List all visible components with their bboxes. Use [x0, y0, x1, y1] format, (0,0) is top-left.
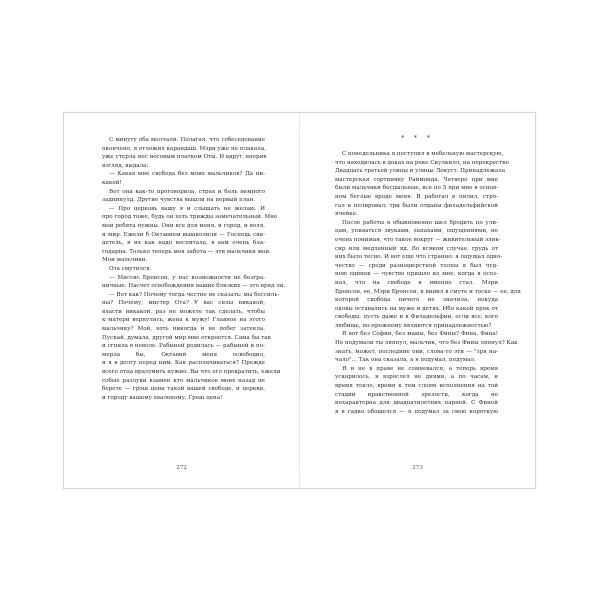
text-line: я в гадко обошелся — я подумал за свою короткую — [335, 408, 498, 415]
text-line: власти никакой, раз не можете так сделать, чтобы — [102, 308, 265, 315]
text-line: цам, упиваться звуками, запахами, ощущениями, не — [335, 228, 498, 235]
text-line: ною одинок — чувство пришло ко мне, когда я осоз- — [335, 271, 498, 278]
text-line: стадии нравственной зрелости, когда не — [335, 391, 498, 398]
text-line: Я и не в праве не сомневался, а теперь время — [342, 365, 498, 372]
text-line: Мои мальчики. — [102, 257, 148, 264]
text-line: были мальчики бесцыльные, все по 5 при мне в основ- — [335, 185, 498, 192]
text-line: что находилась в доках на реке Скулкилл, на перекрестке — [335, 159, 510, 166]
text-line: уже утерла нос носовым платком Оты. И вдруг, вперив — [102, 154, 267, 161]
text-line: С минуту оба молчали. Полагая, что собеседование — [109, 137, 265, 143]
text-line: мастерская сортинику Раймонда, Четверо при мне — [335, 176, 498, 183]
right-page-number: 273 — [412, 465, 423, 471]
text-line: мальчику? Мой, хоть никогда и не побег затекла. — [102, 326, 265, 333]
text-line: свободы, пусть даже и в Филадельфии, если все, кого — [335, 314, 498, 321]
text-line: любишь, по-прежнему являются принадлежностью? — [335, 322, 492, 329]
text-line: Ота смутился. — [109, 265, 152, 272]
text-line: чало"... Так она сказала, а я подумал, подумал. — [335, 357, 476, 364]
text-line: взгляд, выдала: — [102, 162, 149, 169]
text-line: которой свобода ничего не значила, покуда — [335, 297, 498, 304]
text-line: заднинулд. Другие чувства вышли на первый план. — [102, 197, 256, 204]
right-page — [300, 113, 535, 488]
section-break-ornament: * * * — [401, 135, 434, 142]
text-line: детель, я их как надо воспитала, в вам очень бла- — [102, 240, 265, 247]
text-line: — Про церковь вашу я и слышать не желаю. И — [109, 205, 265, 212]
text-line: Вот она как-то проговорила, страх и боль немного — [109, 188, 265, 195]
left-page — [64, 113, 299, 488]
text-line: нехарактерна для двадцатилетних парней. С Финой — [335, 400, 498, 407]
text-line: Не подумали ты ляпнул, мальчик, что без Фины ляпнул? Как — [335, 340, 518, 347]
text-line: Бронсон, ее, Мэри Бронсон, я винил в смуте и тоске — ее, для — [335, 288, 521, 295]
text-line: и мир. Ежели б Октавием вышколили — Господь сви- — [102, 231, 265, 238]
text-line: оковы оставались на муже и детях. Ибо какой прок от — [335, 305, 498, 312]
text-line: какой! — [102, 179, 122, 186]
text-line: берете — грош цена такой вашей свободе, и церкви, — [102, 386, 265, 393]
text-line: С понедельника я поступил в мебельную мастерскую, — [342, 151, 504, 157]
text-line: сир или медленный яд. Во всяком случае, грудь от — [335, 245, 498, 252]
text-line: и я в долгу перед ним. Как расплачиваться? Прежде — [102, 360, 265, 367]
text-line: чество — среди разношерстной толпы я был чуд- — [335, 262, 498, 269]
left-page-number: 272 — [176, 465, 187, 471]
text-line: нал, что на свободе я именно стал. Мэри — [335, 279, 498, 286]
text-line: ускорилось, я взрослел не днями, а по часам, и — [335, 374, 498, 381]
text-line: очень понимая, что такое вокруг — живительный элик- — [335, 236, 501, 243]
text-line: ничные. Насчет освобождения ваших близких — это вряд ли. — [102, 283, 286, 290]
text-line: них было тесно. И вот еще что странно: я ощущал одно- — [335, 254, 503, 261]
text-line: ны? Почему, мистер Ота? У вас силы никакой, — [102, 300, 265, 307]
open-book — [63, 112, 536, 489]
text-line: знать, может, последние они, слова-то эти — "зря на- — [335, 348, 498, 355]
text-line: к матери вернулись, жена к мужу! Главное на этого — [102, 317, 265, 324]
text-line: про город тоже, будь он хоть трижды замечательный. Мне — [102, 214, 278, 221]
text-line: Двадцать третьей улицы и улицы Локуст. Принадлежала — [335, 168, 506, 175]
text-line: собые разлуки взамен кто мальчиков моих назад не — [102, 377, 265, 384]
right-page-text — [335, 150, 521, 416]
text-line: ячейке. — [335, 211, 358, 218]
text-line: мерла бы, Октавий меня освободил, — [102, 351, 265, 358]
left-page-text — [102, 136, 286, 402]
text-line: ном беглые вроде меня. Я работал в пилил, стро- — [335, 193, 498, 200]
text-line: и сгнила в неволе. Рабыней родилась — рабыней и по- — [102, 343, 265, 350]
text-line: После работы я обыкновенно шел бродить по ули- — [342, 219, 498, 226]
text-line: годарна. Только теперь моя забота — эти мальчики мои. — [102, 248, 271, 255]
text-line: Я вот без Софии, без мамы, без Фины? Фина, Фина! — [342, 331, 498, 338]
text-line: и городу вашему хваленому. Грош цена! — [102, 394, 223, 401]
text-line: гал и полировал; три были отданы филадельфийской — [335, 202, 498, 209]
text-line: — Какая мне свобода без моих мальчиков? Да ни- — [109, 171, 265, 178]
text-line: время текло, время к тем слоям исполнения на той — [335, 383, 498, 390]
text-line: всего отца вразумить нужно. Вы что его прекратить, ежели — [102, 369, 281, 376]
text-line: — Миссис Бронсон, у нас возможности не безгра- — [109, 274, 265, 281]
text-line: окончено, я отложил карандаш. Мэри уже не плакала, — [102, 145, 266, 152]
text-line: мои ребята нужны. Они все для меня, и город, и воля, — [102, 222, 265, 229]
text-line: — Вот как? Почему тогда честно не сказать: мы бессиль- — [109, 291, 280, 298]
text-line: Пускай, думала, другой мир мне откроется. Сама бы так — [102, 334, 272, 341]
